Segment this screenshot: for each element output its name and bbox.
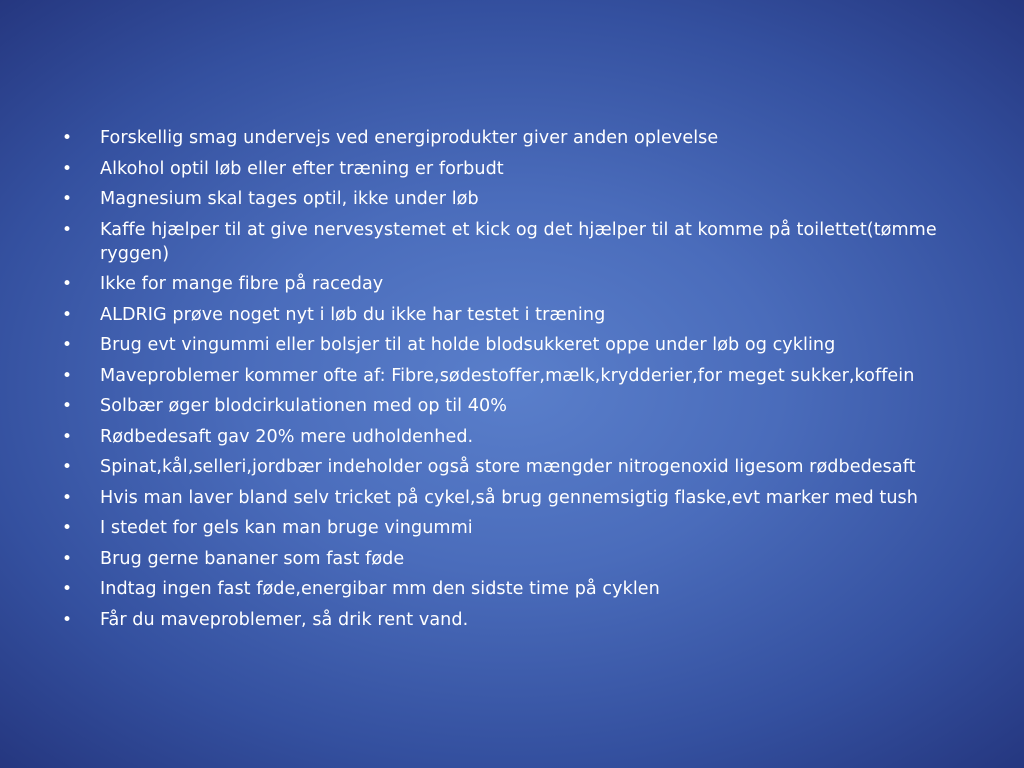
bullet-text: I stedet for gels kan man bruge vingummi <box>100 518 473 538</box>
bullet-dot-icon: • <box>61 335 73 355</box>
bullet-text: Brug evt vingummi eller bolsjer til at holde blodsukkeret oppe under løb og cykling <box>100 335 836 355</box>
bullet-dot-icon: • <box>61 457 73 477</box>
bullet-item <box>60 486 980 510</box>
bullet-item <box>60 455 980 479</box>
bullet-item <box>60 126 980 150</box>
bullet-item <box>60 187 980 211</box>
bullet-item <box>60 364 980 388</box>
bullet-item <box>60 547 980 571</box>
bullet-dot-icon: • <box>61 579 73 599</box>
bullet-item <box>60 394 980 418</box>
bullet-dot-icon: • <box>61 396 73 416</box>
bullet-item <box>60 577 980 601</box>
bullet-list <box>60 126 980 638</box>
bullet-item <box>60 303 980 327</box>
bullet-item <box>60 425 980 449</box>
bullet-text: Kaffe hjælper til at give nervesystemet et kick og det hjælper til at komme på toilettet(tømme ryggen) <box>100 219 937 264</box>
bullet-item <box>60 272 980 296</box>
bullet-text: Spinat,kål,selleri,jordbær indeholder også store mængder nitrogenoxid ligesom rødbedesaft <box>100 457 916 477</box>
bullet-text: Alkohol optil løb eller efter træning er forbudt <box>100 158 504 179</box>
bullet-item <box>60 157 980 181</box>
bullet-dot-icon: • <box>61 304 73 325</box>
bullet-item <box>60 218 980 266</box>
bullet-item <box>60 333 980 357</box>
bullet-text: Forskellig smag undervejs ved energiprodukter giver anden oplevelse <box>100 128 719 148</box>
bullet-dot-icon: • <box>61 219 73 240</box>
bullet-item <box>60 516 980 540</box>
bullet-text: ALDRIG prøve noget nyt i løb du ikke har testet i træning <box>100 304 606 325</box>
bullet-text: Solbær øger blodcirkulationen med op til 40% <box>100 396 508 416</box>
bullet-dot-icon: • <box>61 518 73 538</box>
bullet-text: Brug gerne bananer som fast føde <box>100 548 405 569</box>
bullet-text: Hvis man laver bland selv tricket på cykel,så brug gennemsigtig flaske,evt marker med tush <box>100 487 918 508</box>
bullet-text: Indtag ingen fast føde,energibar mm den sidste time på cyklen <box>100 579 660 599</box>
bullet-dot-icon: • <box>61 189 73 209</box>
bullet-text: Får du maveproblemer, så drik rent vand. <box>100 609 469 630</box>
bullet-dot-icon: • <box>61 487 73 508</box>
bullet-dot-icon: • <box>61 609 73 630</box>
bullet-text: Maveproblemer kommer ofte af: Fibre,sødestoffer,mælk,krydderier,for meget sukker,koffein <box>100 365 915 386</box>
bullet-dot-icon: • <box>61 426 73 447</box>
bullet-text: Ikke for mange fibre på raceday <box>100 274 384 294</box>
bullet-item <box>60 608 980 632</box>
bullet-text: Rødbedesaft gav 20% mere udholdenhed. <box>100 426 474 447</box>
bullet-dot-icon: • <box>61 365 73 386</box>
bullet-dot-icon: • <box>61 548 73 569</box>
bullet-dot-icon: • <box>61 158 73 179</box>
bullet-dot-icon: • <box>61 128 73 148</box>
bullet-dot-icon: • <box>61 274 73 294</box>
bullet-text: Magnesium skal tages optil, ikke under løb <box>100 189 479 209</box>
